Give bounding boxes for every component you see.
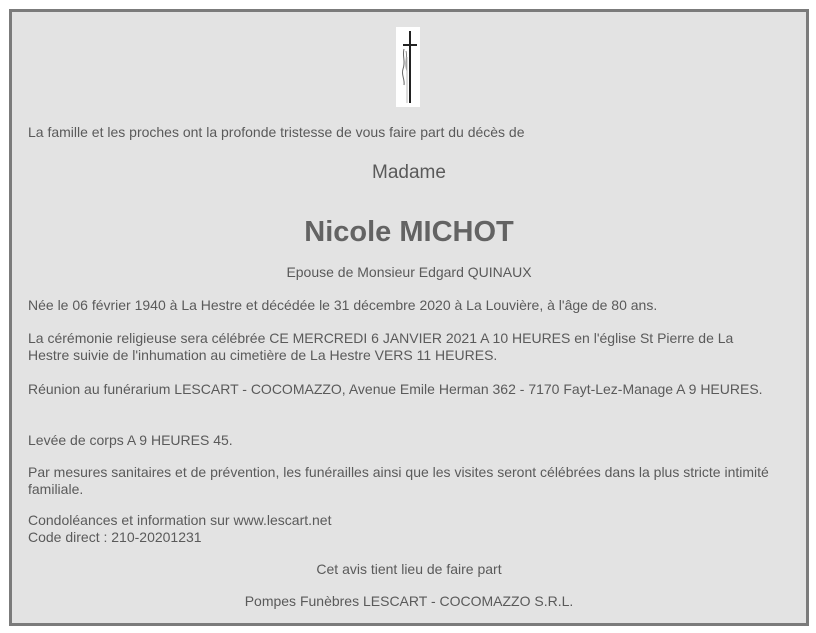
levee-text: Levée de corps A 9 HEURES 45. [28, 432, 233, 448]
obituary-card [9, 9, 809, 626]
avis-text: Cet avis tient lieu de faire part [316, 561, 502, 577]
spouse-text: Epouse de Monsieur Edgard QUINAUX [286, 264, 532, 280]
condolences-text: Condoléances et information sur www.lescart.net [28, 512, 332, 528]
sanitary-text: Par mesures sanitaires et de prévention, les funérailles ainsi que les visites seront célébrées dans la plus stricte intimité familiale. [28, 464, 769, 497]
cross-icon [396, 27, 420, 107]
deceased-name: Nicole MICHOT [304, 216, 514, 248]
intro-text: La famille et les proches ont la profonde tristesse de vous faire part du décès de [28, 124, 525, 140]
reunion-text: Réunion au funérarium LESCART - COCOMAZZO, Avenue Emile Herman 362 - 7170 Fayt-Lez-Manage A 9 HEURES. [28, 381, 763, 397]
honorific-title: Madame [372, 162, 446, 183]
funeral-home-text: Pompes Funèbres LESCART - COCOMAZZO S.R.L. [244, 593, 574, 609]
direct-code-text: Code direct : 210-20201231 [28, 529, 202, 545]
birth-death-text: Née le 06 février 1940 à La Hestre et décédée le 31 décembre 2020 à La Louvière, à l'âge de 80 ans. [28, 297, 658, 313]
ceremony-text: La cérémonie religieuse sera célébrée CE MERCREDI 6 JANVIER 2021 A 10 HEURES en l'église St Pierre de La Hestre suivie de l'inhumation au cimetière de La Hestre VERS 11 HEURES. [28, 330, 734, 363]
